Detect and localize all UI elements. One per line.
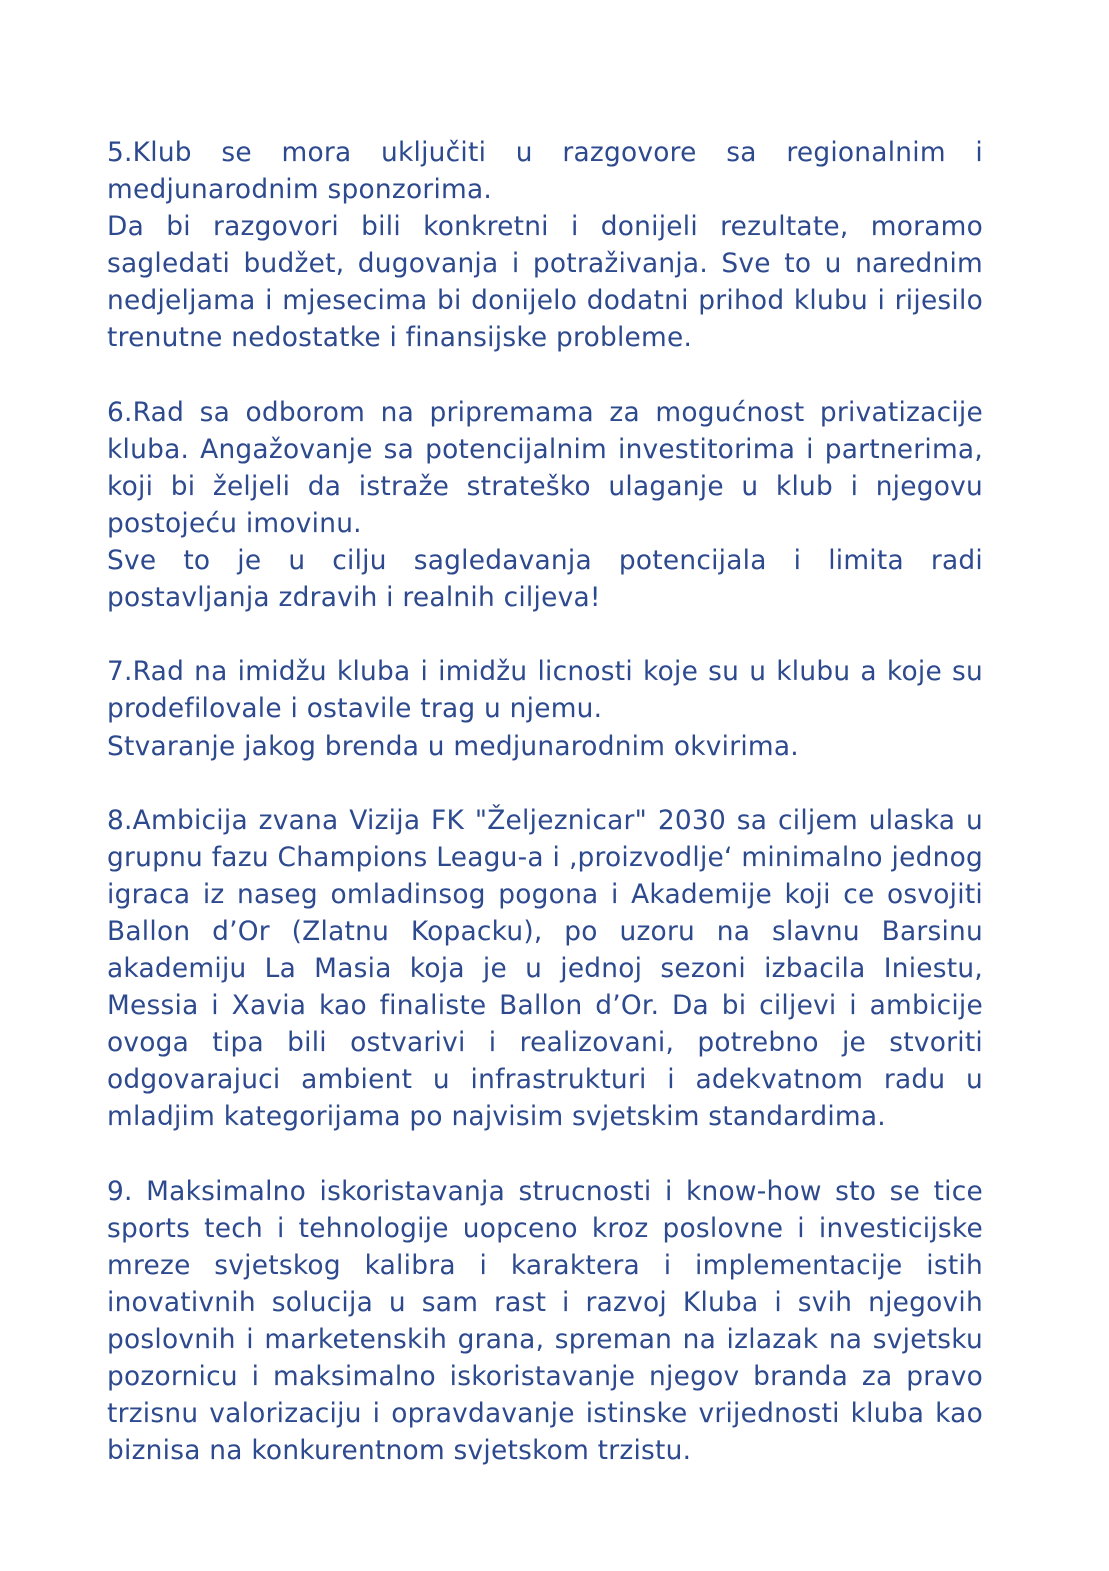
paragraph: 5.Klub se mora uključiti u razgovore sa regionalnim i medjunarodnim sponzorima. xyxy=(107,137,983,206)
section-item-7 xyxy=(107,653,983,764)
paragraph: Stvaranje jakog brenda u medjunarodnim okvirima. xyxy=(107,730,799,762)
section-item-9 xyxy=(107,1173,983,1470)
paragraph: 7.Rad na imidžu kluba i imidžu licnosti koje su u klubu a koje su prodefilovale i ostavile trag u njemu. xyxy=(107,656,983,725)
paragraph: 6.Rad sa odborom na pripremama za mogućnost privatizacije kluba. Angažovanje sa potencijalnim investitorima i partnerima, koji bi željeli da istraže strateško ulaganje u klub i njegovu postojeću imovinu. xyxy=(107,396,983,539)
section-item-8 xyxy=(107,802,983,1136)
paragraph: Sve to je u cilju sagledavanja potencijala i limita radi postavljanja zdravih i realnih ciljeva! xyxy=(107,545,983,614)
paragraph: 8.Ambicija zvana Vizija FK "Željeznicar" 2030 sa ciljem ulaska u grupnu fazu Champions Leagu-a i ‚proizvodlje‘ minimalno jednog igraca iz naseg omladinsog pogona i Akademije koji ce osvojiti Ballon d’Or (Zlatnu Kopacku), po uzoru na slavnu Barsinu akademiju La Masia koja je u jednoj sezoni izbacila Iniestu, Messia i Xavia kao finaliste Ballon d’Or. Da bi ciljevi i ambicije ovoga tipa bili ostvarivi i realizovani, potrebno je stvoriti odgovarajuci ambient u infrastrukturi i adekvatnom radu u mladjim kategorijama po najvisim svjetskim standardima. xyxy=(107,804,983,1133)
section-item-6 xyxy=(107,394,983,617)
document-page xyxy=(107,134,983,1506)
paragraph: Da bi razgovori bili konkretni i donijeli rezultate, moramo sagledati budžet, dugovanja i potraživanja. Sve to u narednim nedjeljama i mjesecima bi donijelo dodatni prihod klubu i rijesilo trenutne nedostatke i finansijske probleme. xyxy=(107,211,983,354)
section-item-5 xyxy=(107,134,983,357)
paragraph: 9. Maksimalno iskoristavanja strucnosti i know-how sto se tice sports tech i tehnologije uopceno kroz poslovne i investicijske mreze svjetskog kalibra i karaktera i implementacije istih inovativnih solucija u sam rast i razvoj Kluba i svih njegovih poslovnih i marketenskih grana, spreman na izlazak na svjetsku pozornicu i maksimalno iskoristavanje njegov branda za pravo trzisnu valorizaciju i opravdavanje istinske vrijednosti kluba kao biznisa na konkurentnom svjetskom trzistu. xyxy=(107,1175,983,1467)
